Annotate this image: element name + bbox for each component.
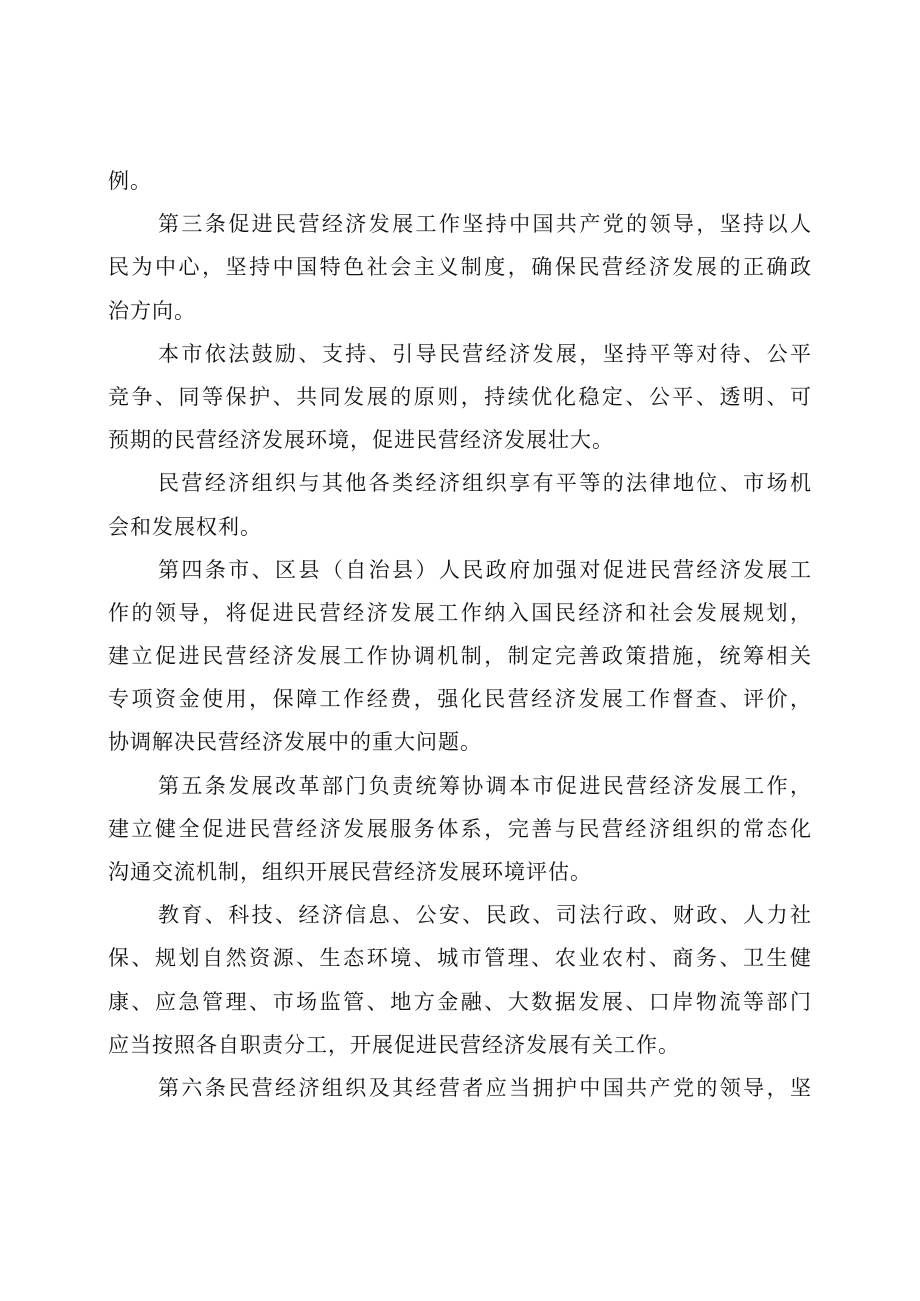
paragraph-article-5 xyxy=(108,765,812,895)
text-line: 专项资金使用，保障工作经费，强化民营经济发展工作督查、评价， xyxy=(108,687,812,712)
text-line: 沟通交流机制，组织开展民营经济发展环境评估。 xyxy=(108,860,592,884)
paragraph-article-5-clause-2 xyxy=(108,894,812,1067)
text-line: 作的领导，将促进民营经济发展工作纳入国民经济和社会发展规划， xyxy=(108,600,812,625)
text-line: 康、应急管理、市场监管、地方金融、大数据发展、口岸物流等部门 xyxy=(108,989,812,1014)
text-line: 协调解决民营经济发展中的重大问题。 xyxy=(108,730,482,755)
paragraph-continuation xyxy=(108,160,812,203)
text-line: 建立健全促进民营经济发展服务体系，完善与民营经济组织的常态化 xyxy=(108,816,812,841)
text-line: 应当按照各自职责分工，开展促进民营经济发展有关工作。 xyxy=(108,1032,680,1057)
text-line: 民为中心，坚持中国特色社会主义制度，确保民营经济发展的正确政 xyxy=(108,255,812,280)
text-line: 保、规划自然资源、生态环境、城市管理、农业农村、商务、卫生健 xyxy=(108,946,812,971)
paragraph-article-6 xyxy=(108,1067,812,1110)
document-body xyxy=(108,160,812,1110)
paragraph-article-3 xyxy=(108,203,812,333)
text-line: 预期的民营经济发展环境，促进民营经济发展壮大。 xyxy=(108,428,614,453)
text-line: 第四条市、区县（自治县）人民政府加强对促进民营经济发展工 xyxy=(158,557,812,582)
text-line: 教育、科技、经济信息、公安、民政、司法行政、财政、人力社 xyxy=(158,903,812,928)
text-line: 本市依法鼓励、支持、引导民营经济发展，坚持平等对待、公平 xyxy=(158,341,812,366)
text-line: 第五条发展改革部门负责统筹协调本市促进民营经济发展工作， xyxy=(158,773,812,798)
paragraph-article-3-clause-2 xyxy=(108,333,812,463)
text-line: 第三条促进民营经济发展工作坚持中国共产党的领导，坚持以人 xyxy=(158,212,812,237)
text-line: 民营经济组织与其他各类经济组织享有平等的法律地位、市场机 xyxy=(158,471,812,496)
text-line: 例。 xyxy=(108,169,152,193)
text-line: 竞争、同等保护、共同发展的原则，持续优化稳定、公平、透明、可 xyxy=(108,384,812,409)
paragraph-article-4 xyxy=(108,549,812,765)
text-line: 治方向。 xyxy=(108,298,196,323)
text-line: 建立促进民营经济发展工作协调机制，制定完善政策措施，统筹相关 xyxy=(108,644,812,669)
text-line: 第六条民营经济组织及其经营者应当拥护中国共产党的领导，坚 xyxy=(158,1075,812,1100)
text-line: 会和发展权利。 xyxy=(108,514,262,539)
paragraph-article-3-clause-3 xyxy=(108,462,812,548)
